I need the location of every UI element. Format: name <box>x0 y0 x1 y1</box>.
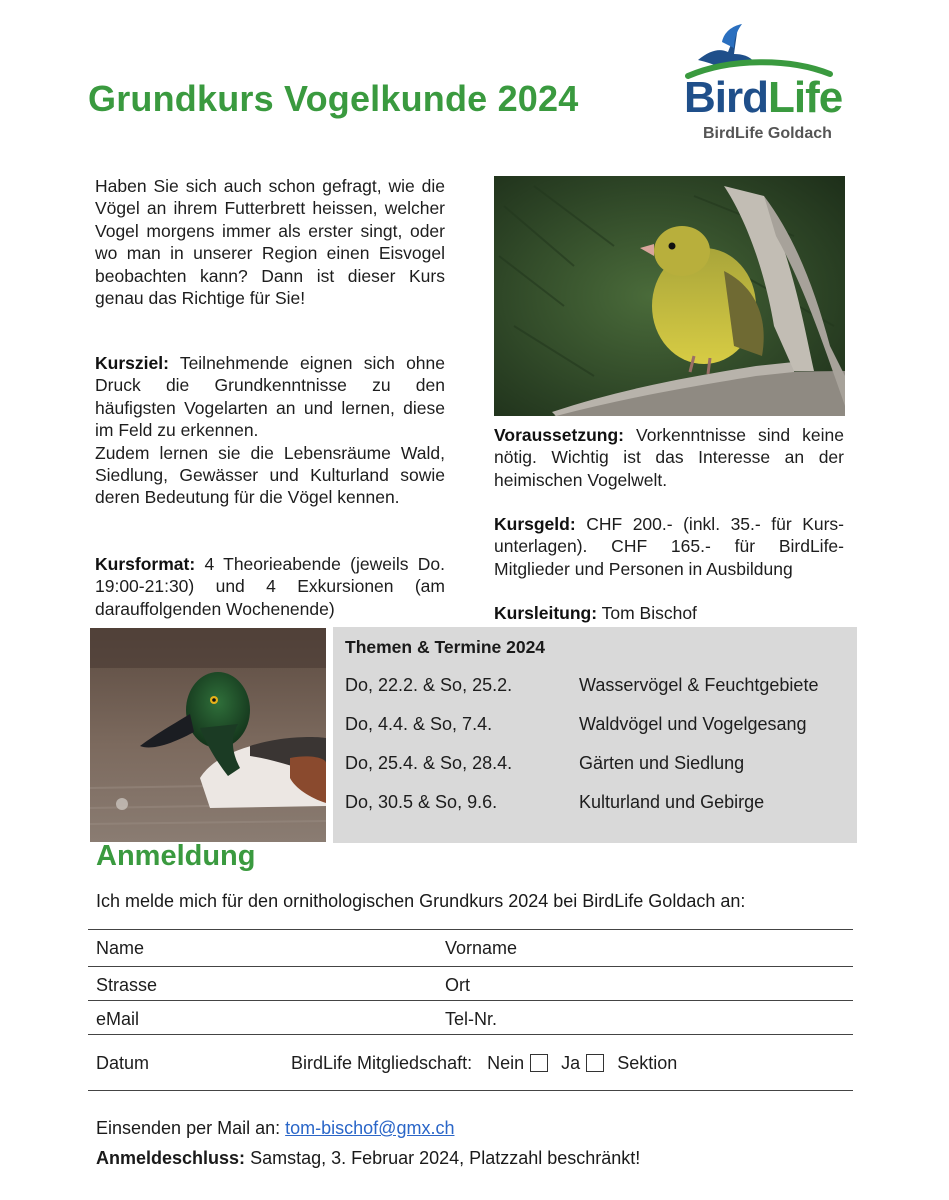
termine-topic: Gärten und Siedlung <box>579 753 745 773</box>
kursgeld-label: Kursgeld: <box>494 514 576 534</box>
ja-label: Ja <box>561 1053 581 1073</box>
kursformat-paragraph <box>95 553 445 620</box>
ja-checkbox[interactable] <box>586 1054 604 1072</box>
kursziel-text: Teilnehmende eignen sich ohne Druck die Grundkenntnisse zu den häufigsten Vogelarten an und lernen, diese im Feld zu erkennen. <box>95 353 446 441</box>
logo-word-life: Life <box>768 73 843 122</box>
kursformat-label: Kursformat: <box>95 554 196 574</box>
kursziel-label: Kursziel: <box>95 353 169 373</box>
ort-field[interactable]: Ort <box>445 975 470 995</box>
email-field[interactable]: eMail <box>96 1009 140 1029</box>
name-field[interactable]: Name <box>96 938 145 958</box>
intro-paragraph: Haben Sie sich auch schon gefragt, wie die Vögel an ihrem Futterbrett heissen, welcher Vogel morgens immer als erster singt, oder wo man in unserer Region einen Eisvogel beobachten kann? Dann ist dieser Kurs genau das Richtige für Sie! <box>95 176 445 309</box>
send-line <box>96 1118 454 1139</box>
mitgliedschaft-row <box>291 1053 677 1074</box>
termine-topic: Wasservögel & Feuchtgebiete <box>579 675 819 695</box>
termine-date: Do, 4.4. & So, 7.4. <box>345 714 493 734</box>
termine-date: Do, 22.2. & So, 25.2. <box>345 675 513 695</box>
termine-topic: Kulturland und Gebirge <box>579 792 765 812</box>
email-link[interactable]: tom-bischof@gmx.ch <box>285 1118 455 1138</box>
shoveler-duck-photo <box>90 628 326 842</box>
strasse-field[interactable]: Strasse <box>96 975 158 995</box>
deadline-label: Anmeldeschluss: <box>96 1148 246 1168</box>
anmeldung-intro: Ich melde mich für den ornithologischen Grundkurs 2024 bei BirdLife Goldach an: <box>96 891 746 911</box>
termine-panel <box>333 627 857 843</box>
deadline-text: Samstag, 3. Februar 2024, Platzzahl beschränkt! <box>250 1148 641 1168</box>
kursziel-text-2: Zudem lernen sie die Lebensräume Wald, Siedlung, Gewässer und Kulturland sowie deren Bedeutung für die Vögel kennen. <box>95 442 445 508</box>
logo-subtitle: BirdLife Goldach <box>703 125 832 142</box>
kursleitung-paragraph <box>494 602 844 624</box>
logo-word-bird: Bird <box>684 73 768 122</box>
send-label: Einsenden per Mail an: <box>96 1118 281 1138</box>
nein-label: Nein <box>487 1053 525 1073</box>
datum-field[interactable]: Datum <box>96 1053 150 1073</box>
voraussetzung-paragraph <box>494 424 844 491</box>
anmeldung-heading: Anmeldung <box>96 840 256 872</box>
page-title: Grundkurs Vogelkunde 2024 <box>88 78 579 119</box>
termine-date: Do, 30.5 & So, 9.6. <box>345 792 498 812</box>
sektion-label: Sektion <box>617 1053 678 1073</box>
form-divider <box>88 1000 853 1001</box>
kursgeld-text: CHF 200.- (inkl. 35.- für Kurs-unterlagen). CHF 165.- für BirdLife-Mitglieder und Personen in Ausbildung <box>494 514 844 579</box>
nein-checkbox[interactable] <box>530 1054 548 1072</box>
mitgliedschaft-label: BirdLife Mitgliedschaft: <box>291 1053 473 1073</box>
termine-topic: Waldvögel und Vogelgesang <box>579 714 807 734</box>
vorname-field[interactable]: Vorname <box>445 938 518 958</box>
kursziel-paragraph <box>95 352 445 509</box>
tel-field[interactable]: Tel-Nr. <box>445 1009 498 1029</box>
voraussetzung-text: Vorkenntnisse sind keine nötig. Wichtig ist das Interesse an der heimischen Vogelwelt. <box>494 425 844 490</box>
logo-wordmark <box>684 73 843 122</box>
form-divider <box>88 966 853 967</box>
voraussetzung-label: Voraussetzung: <box>494 425 624 445</box>
kursleitung-label: Kursleitung: <box>494 603 598 623</box>
form-divider <box>88 1034 853 1035</box>
kursleitung-text: Tom Bischof <box>601 603 697 623</box>
deadline-line <box>96 1148 640 1169</box>
termine-title: Themen & Termine 2024 <box>345 637 546 657</box>
greenfinch-photo <box>494 176 845 416</box>
form-divider <box>88 929 853 930</box>
kursgeld-paragraph <box>494 513 844 580</box>
termine-date: Do, 25.4. & So, 28.4. <box>345 753 513 773</box>
form-divider <box>88 1090 853 1091</box>
kursformat-text: 4 Theorieabende (jeweils Do. 19:00-21:30) und 4 Exkursionen (am darauffolgenden Wochenende) <box>95 554 445 619</box>
